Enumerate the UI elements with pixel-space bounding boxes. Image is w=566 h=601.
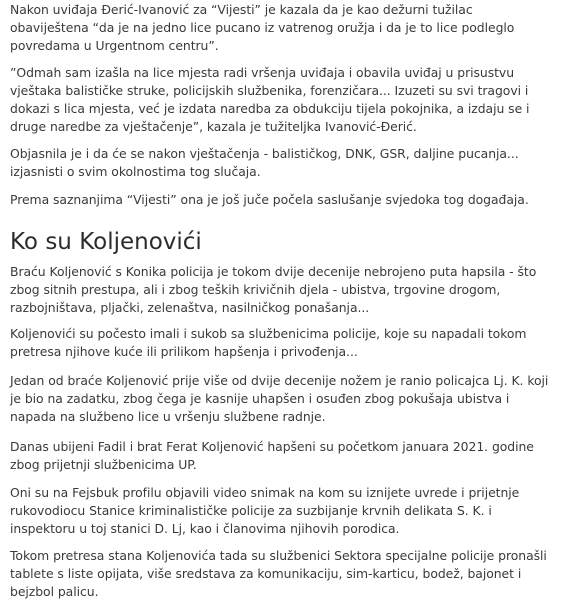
paragraph-intro-4: Prema saznanjima “Vijesti” ona je još juče počela saslušanje svjedoka tog događaja. — [10, 192, 529, 207]
paragraph-intro-1: Nakon uviđaja Đerić-Ivanović za “Vijesti” je kazala da je kao dežurni tužilac obaviještena “da je na jedno lice pucano iz vatrenog oružja i da je to lice podleglo povredama u Urgentnom centru”. — [10, 2, 515, 53]
paragraph-body-4: Danas ubijeni Fadil i brat Ferat Koljenović hapšeni su početkom januara 2021. godine zbog prijetnji službenicima UP. — [10, 439, 534, 472]
paragraph-intro-2: ”Odmah sam izašla na lice mjesta radi vršenja uviđaja i obavila uviđaj u prisustvu vještaka balističke struke, policijskih službenika, forenzičara... Izuzeti su svi tragovi i dokazi s lica mjesta, već je izdata naredba za obdukciju tijela pokojnika, a izdaju se i druge naredbe za vještačenje”, kazala je tužiteljka Ivanović-Đerić. — [10, 65, 530, 134]
section-heading: Ko su Koljenovići — [10, 229, 202, 255]
paragraph-body-1: Braću Koljenović s Konika policija je tokom dvije decenije nebrojeno puta hapsila - što zbog sitnih prestupa, ali i zbog teških krivičnih djela - ubistva, trgovine drogom, razbojništava, pljački, zelenaštva, nasilničkog ponašanja... — [10, 264, 537, 315]
paragraph-body-3: Jedan od braće Koljenović prije više od dvije decenije nožem je ranio policajca Lj. K. koji je bio na zadatku, zbog čega je kasnije uhapšen i osuđen zbog pokušaja ubistva i napada na službeno lice u vršenju službene radnje. — [10, 373, 549, 424]
paragraph-intro-3: Objasnila je i da će se nakon vještačenja - balističkog, DNK, GSR, daljine pucanja... izjasnisti o svim okolnostima tog slučaja. — [10, 146, 519, 179]
paragraph-body-6: Tokom pretresa stana Koljenovića tada su službenici Sektora specijalne policije pronašli tablete s liste opijata, više sredstava za komunikaciju, sim-karticu, bodež, bajonet i bejzbol palicu. — [10, 548, 547, 599]
paragraph-body-5: Oni su na Fejsbuk profilu objavili video snimak na kom su iznijete uvrede i prijetnje rukovodiocu Stanice kriminalističke policije za suzbijanje krvnih delikata S. K. i inspektoru u toj stanici D. Lj, kao i članovima njihovih porodica. — [10, 485, 520, 536]
paragraph-body-2: Koljenovići su počesto imali i sukob sa službenicima policije, koje su napadali tokom pretresa njihove kuće ili prilikom hapšenja i privođenja... — [10, 326, 527, 359]
